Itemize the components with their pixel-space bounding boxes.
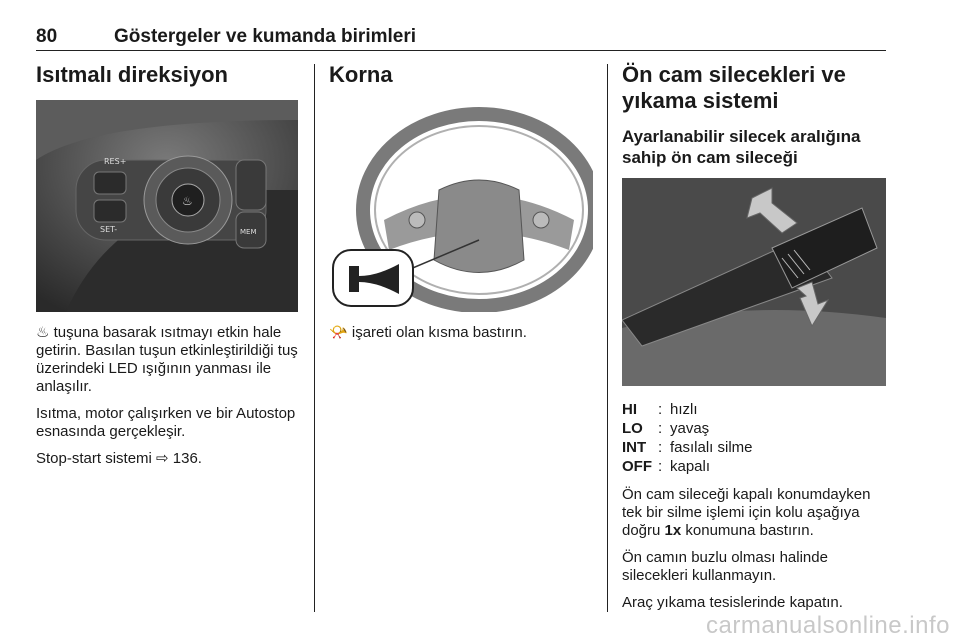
watermark: carmanualsonline.info	[706, 612, 950, 639]
column-divider-1	[314, 64, 315, 612]
section-title-heated-steering: Isıtmalı direksiyon	[36, 62, 228, 87]
page-number: 80	[36, 26, 58, 47]
heated-steering-para-3: Stop-start sistemi ⇨ 136.	[36, 450, 202, 467]
horn-figure	[329, 100, 593, 312]
section-title-horn: Korna	[329, 62, 393, 87]
svg-text:♨: ♨	[182, 194, 193, 208]
figure-label-set: SET-	[100, 225, 118, 234]
section-title-wipers-line-1: Ön cam silecekleri ve	[622, 62, 846, 87]
wiper-lever-figure	[622, 178, 886, 386]
steering-buttons-figure	[36, 100, 298, 312]
column-divider-2	[607, 64, 608, 612]
heated-steering-icon: ♨	[36, 324, 50, 341]
definition-row: OFF : kapalı	[622, 458, 711, 475]
definition-row: INT : fasılalı silme	[622, 439, 753, 456]
wiper-para-3: Araç yıkama tesislerinde kapatın.	[622, 594, 843, 611]
definition-row: HI : hızlı	[622, 401, 698, 418]
section-title-wipers-line-2: yıkama sistemi	[622, 88, 779, 113]
column-heated-steering	[36, 62, 304, 88]
figure-label-mem: MEM	[240, 228, 257, 236]
definition-row: LO : yavaş	[622, 420, 710, 437]
subsection-title-line-1: Ayarlanabilir silecek aralığına	[622, 127, 861, 146]
page-ref-arrow-icon: ⇨	[156, 450, 169, 467]
page-header	[36, 26, 886, 52]
figure-label-res: RES+	[104, 157, 127, 166]
wiper-para-1: Ön cam sileceği kapalı konumdayken tek bir silme işlemi için kolu aşağıya doğru 1x konumuna bastırın.	[622, 486, 871, 539]
wiper-para-2: Ön camın buzlu olması halinde silecekleri kullanmayın.	[622, 549, 828, 584]
horn-text	[329, 324, 597, 342]
chapter-title: Göstergeler ve kumanda birimleri	[114, 26, 417, 47]
wiper-positions-list	[622, 400, 753, 476]
horn-para-1: 📯 işareti olan kısma bastırın.	[329, 324, 527, 341]
heated-steering-para-1: ♨ tuşuna basarak ısıtmayı etkin hale getirin. Basılan tuşun etkinleştirildiği tuş üzerindeki LED ışığının yanması ile anlaşılır.	[36, 324, 298, 395]
column-horn	[329, 62, 597, 88]
wiper-text	[622, 486, 890, 612]
subsection-title-line-2: sahip ön cam sileceği	[622, 148, 798, 167]
column-wipers	[622, 62, 892, 168]
heated-steering-text	[36, 324, 302, 468]
horn-icon: 📯	[329, 324, 348, 341]
heated-steering-para-2: Isıtma, motor çalışırken ve bir Autostop esnasında gerçekleşir.	[36, 405, 296, 440]
header-rule	[36, 50, 886, 51]
